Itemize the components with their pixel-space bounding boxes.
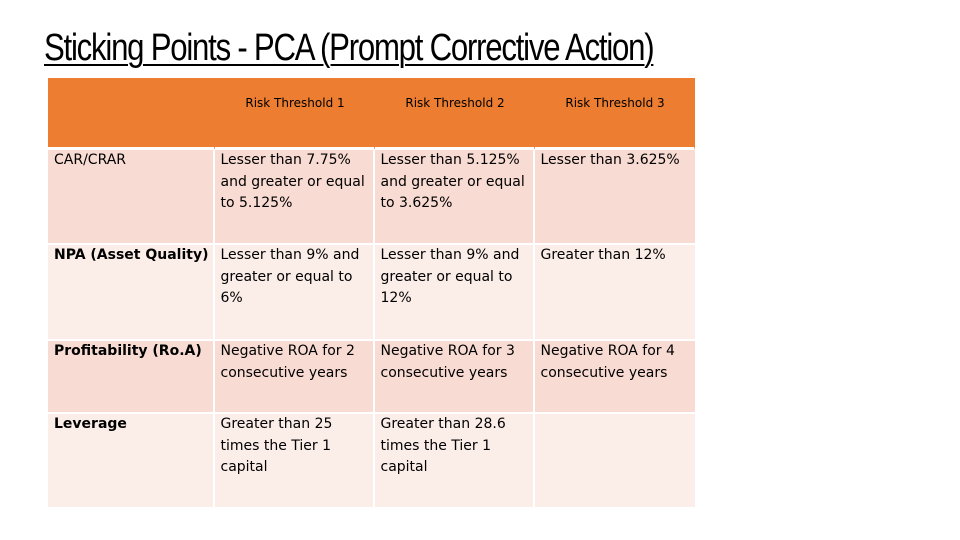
- header-risk-threshold-1: Risk Threshold 1: [215, 78, 375, 150]
- table-cell: Greater than 28.6 times the Tier 1 capital: [375, 414, 535, 509]
- row-label-leverage: Leverage: [48, 414, 215, 509]
- table-cell: Lesser than 7.75% and greater or equal to 5.125%: [215, 150, 375, 245]
- header-risk-threshold-3: Risk Threshold 3: [535, 78, 695, 150]
- table-cell: Negative ROA for 4 consecutive years: [535, 341, 695, 414]
- table-row-npa: [48, 245, 695, 341]
- table-cell: Negative ROA for 2 consecutive years: [215, 341, 375, 414]
- table-row-leverage: [48, 414, 695, 509]
- pca-table: [48, 78, 695, 509]
- row-label-car-crar: CAR/CRAR: [48, 150, 215, 245]
- header-corner-cell: [48, 78, 215, 150]
- row-label-npa: NPA (Asset Quality): [48, 245, 215, 341]
- table-row-car-crar: [48, 150, 695, 245]
- table-cell: Greater than 12%: [535, 245, 695, 341]
- table-cell: Negative ROA for 3 consecutive years: [375, 341, 535, 414]
- table-cell: Lesser than 9% and greater or equal to 6%: [215, 245, 375, 341]
- table-cell: Greater than 25 times the Tier 1 capital: [215, 414, 375, 509]
- table-cell: Lesser than 3.625%: [535, 150, 695, 245]
- table-cell: Lesser than 9% and greater or equal to 12%: [375, 245, 535, 341]
- table-row-profitability: [48, 341, 695, 414]
- table-cell: [535, 414, 695, 509]
- header-risk-threshold-2: Risk Threshold 2: [375, 78, 535, 150]
- slide-title: Sticking Points - PCA (Prompt Corrective Action): [44, 27, 654, 69]
- table-header-row: [48, 78, 695, 150]
- row-label-profitability: Profitability (Ro.A): [48, 341, 215, 414]
- table-cell: Lesser than 5.125% and greater or equal to 3.625%: [375, 150, 535, 245]
